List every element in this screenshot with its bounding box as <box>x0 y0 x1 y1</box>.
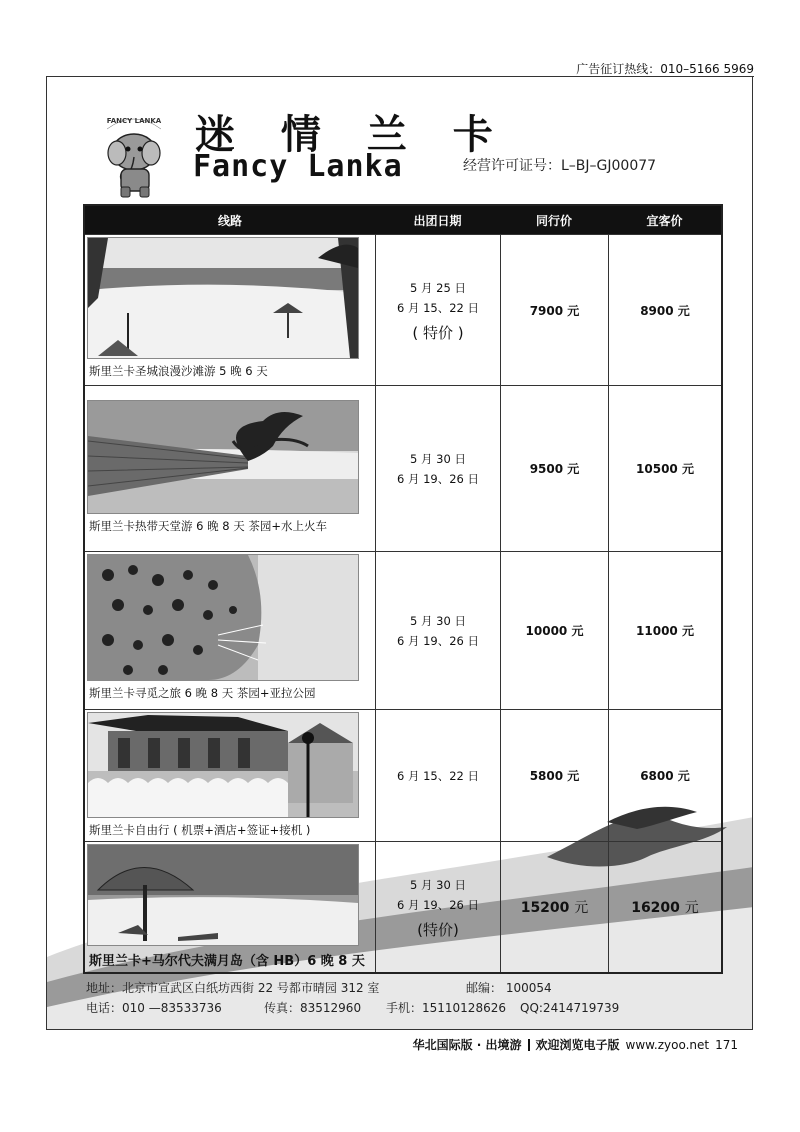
trade-price: 15200 <box>520 900 570 916</box>
price-unit: 元 <box>567 462 580 476</box>
ad-frame <box>46 77 753 1030</box>
table-row <box>85 385 721 551</box>
temple-photo-icon <box>87 712 359 818</box>
page-number: 171 <box>715 1037 738 1052</box>
header-retail-price: 宜客价 <box>646 213 683 228</box>
divider <box>528 1039 530 1051</box>
table-row <box>85 709 721 841</box>
dates-cell <box>375 552 500 709</box>
dates-cell <box>375 710 500 841</box>
trade-price: 9500 <box>529 462 564 476</box>
table-row <box>85 841 721 972</box>
retail-price: 8900 <box>640 303 674 318</box>
departure-date: 5 月 30 日 <box>410 451 466 466</box>
price-unit: 元 <box>684 900 699 916</box>
header-dates: 出团日期 <box>413 213 462 228</box>
departure-date: 6 月 19、26 日 <box>396 897 480 912</box>
brand-name-cn: 迷 情 兰 卡 <box>195 111 509 158</box>
trade-price-cell <box>500 842 608 972</box>
price-unit: 元 <box>677 303 690 318</box>
departure-date: 6 月 15、22 日 <box>396 768 480 783</box>
retail-price: 10500 <box>636 462 678 476</box>
route-cell <box>85 552 375 709</box>
price-unit: 元 <box>567 303 580 318</box>
retail-price-cell <box>608 710 721 841</box>
thatched-umbrella-photo-icon <box>87 844 359 946</box>
table-row <box>85 551 721 709</box>
departure-date: 5 月 25 日 <box>410 280 466 295</box>
route-cell <box>85 386 375 551</box>
website-link[interactable]: www.zyoo.net <box>625 1037 710 1052</box>
price-unit: 元 <box>571 624 584 638</box>
departure-date: 6 月 15、22 日 <box>396 300 480 315</box>
svg-text:FANCY LANKA: FANCY LANKA <box>106 117 162 125</box>
price-unit: 元 <box>574 900 589 916</box>
magazine-name: 华北国际版 · 出境游 <box>412 1038 522 1052</box>
welcome-text: 欢迎浏览电子版 <box>535 1038 620 1052</box>
special-offer-label: ( 特价 ) <box>412 323 464 342</box>
route-name: 斯里兰卡热带天堂游 6 晚 8 天 茶园+水上火车 <box>89 519 328 533</box>
trade-price: 10000 <box>525 624 568 638</box>
route-name: 斯里兰卡寻觅之旅 6 晚 8 天 茶园+亚拉公园 <box>89 686 316 700</box>
qq-text: QQ:2414719739 <box>520 1001 620 1015</box>
mobile-text: 手机：15110128626 <box>386 1001 506 1015</box>
route-cell <box>85 235 375 385</box>
dates-cell <box>375 235 500 385</box>
dates-cell <box>375 386 500 551</box>
retail-price: 11000 <box>636 624 678 638</box>
beach-umbrella-photo-icon <box>87 237 359 359</box>
departure-date: 6 月 19、26 日 <box>396 471 480 486</box>
route-cell <box>85 710 375 841</box>
retail-price-cell <box>608 235 721 385</box>
retail-price-cell <box>608 386 721 551</box>
price-unit: 元 <box>677 769 690 783</box>
trade-price: 5800 <box>529 769 564 783</box>
trade-price-cell <box>500 710 608 841</box>
retail-price-cell <box>608 842 721 972</box>
retail-price: 6800 <box>640 769 674 783</box>
header-trade-price: 同行价 <box>535 213 572 228</box>
price-unit: 元 <box>567 769 580 783</box>
table-header <box>85 206 721 234</box>
dates-cell <box>375 842 500 972</box>
phone-text: 电话：010 —83533736 <box>86 1001 222 1015</box>
route-name: 斯里兰卡+马尔代夫满月岛（含 HB）6 晚 8 天 <box>89 954 365 969</box>
license-number: 经营许可证号：L–BJ–GJ00077 <box>463 158 657 174</box>
price-unit: 元 <box>681 624 694 638</box>
departure-date: 6 月 19、26 日 <box>396 633 480 648</box>
tour-price-table <box>83 204 723 974</box>
route-name: 斯里兰卡自由行 ( 机票+酒店+签证+接机 ) <box>89 823 311 837</box>
brand-name-en: Fancy Lanka <box>193 149 403 184</box>
route-cell <box>85 842 375 972</box>
ad-hotline: 广告征订热线：010–5166 5969 <box>576 62 754 76</box>
trade-price-cell <box>500 386 608 551</box>
leopard-photo-icon <box>87 554 359 681</box>
header-route: 线路 <box>217 213 242 228</box>
route-name: 斯里兰卡圣城浪漫沙滩游 5 晚 6 天 <box>89 364 268 378</box>
trade-price-cell <box>500 552 608 709</box>
departure-date: 5 月 30 日 <box>410 877 466 892</box>
page-credit <box>413 1036 738 1053</box>
address-text: 地址：北京市宣武区白纸坊西街 22 号都市晴园 312 室 <box>86 981 380 995</box>
special-offer-label: (特价) <box>417 920 459 939</box>
fax-text: 传真：83512960 <box>264 1001 362 1015</box>
postcode-text: 邮编： 100054 <box>466 981 552 995</box>
palm-tree-photo-icon <box>87 400 359 514</box>
retail-price: 16200 <box>631 900 680 916</box>
contact-footer <box>86 978 726 1018</box>
retail-price-cell <box>608 552 721 709</box>
table-row <box>85 234 721 385</box>
trade-price: 7900 <box>529 303 564 318</box>
elephant-logo-icon <box>99 107 169 207</box>
departure-date: 5 月 30 日 <box>410 613 466 628</box>
price-unit: 元 <box>681 462 694 476</box>
trade-price-cell <box>500 235 608 385</box>
